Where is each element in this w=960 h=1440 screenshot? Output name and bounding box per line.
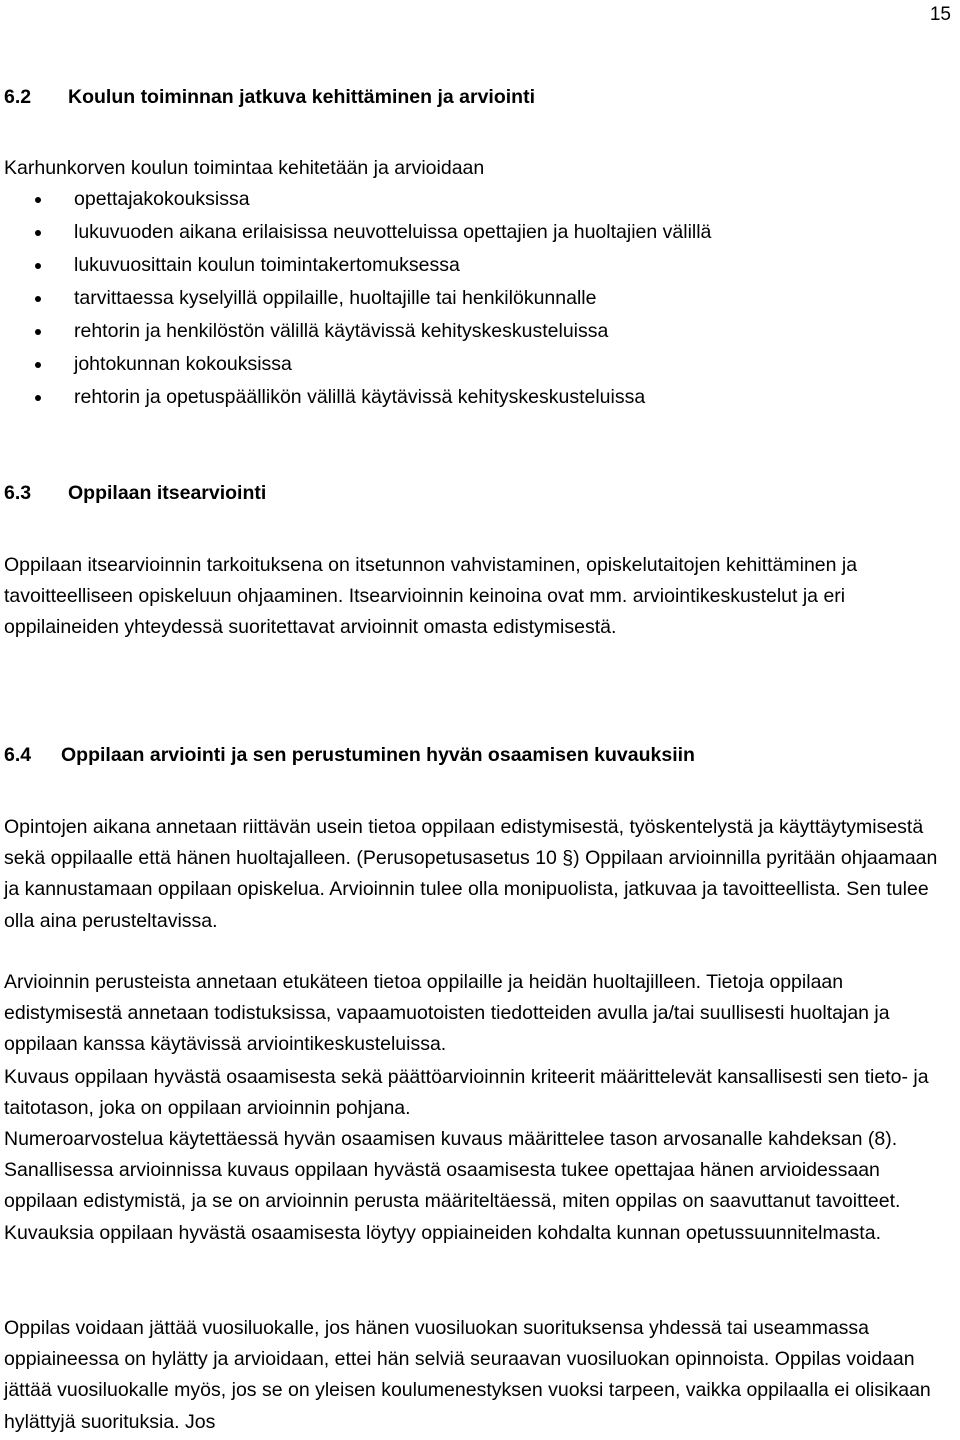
- bullet-icon: [35, 362, 41, 368]
- section-6-3-heading: [4, 481, 266, 505]
- list-item: rehtorin ja opetuspäällikön välillä käytävissä kehityskeskusteluissa: [4, 385, 711, 418]
- bullet-icon: [35, 197, 41, 203]
- section-6-4-paragraph-4: Numeroarvostelua käytettäessä hyvän osaamisen kuvaus määrittelee tason arvosanalle kahdeksan (8). Sanallisessa arvioinnissa kuvaus oppilaan hyvästä osaamisesta tukee opettajaa hänen arvioidessaan oppilaan edistymistä, ja se on arvioinnin perusta määriteltäessä, miten oppilas on saavuttanut tavoitteet. Kuvauksia oppilaan hyvästä osaamisesta löytyy oppiaineiden kohdalta kunnan opetussuunnitelmasta.: [4, 1128, 901, 1244]
- section-6-2-bullet-list: [4, 187, 711, 418]
- list-item: johtokunnan kokouksissa: [4, 352, 711, 385]
- list-item: lukuvuoden aikana erilaisissa neuvotteluissa opettajien ja huoltajien välillä: [4, 220, 711, 253]
- section-6-3-paragraph: Oppilaan itsearvioinnin tarkoituksena on itsetunnon vahvistaminen, opiskelutaitojen kehittäminen ja tavoitteelliseen opiskeluun ohjaaminen. Itsearvioinnin keinoina ovat mm. arviointikeskustelut ja eri oppilaineiden yhteydessä suoritettavat arvioinnit omasta edistymisestä.: [4, 554, 858, 639]
- section-6-4-heading: [4, 743, 695, 767]
- section-number: 6.4: [4, 744, 32, 766]
- section-6-2-intro: Karhunkorven koulun toimintaa kehitetään ja arvioidaan: [4, 157, 485, 179]
- section-6-4-paragraph-2: Arvioinnin perusteista annetaan etukäteen tietoa oppilaille ja heidän huoltajilleen. Tietoja oppilaan edistymisestä annetaan todistuksissa, vapaamuotoisten tiedotteiden avulla ja/tai suullisesti huoltajan ja oppilaan kanssa käytävissä arviointikeskusteluissa.: [4, 971, 890, 1056]
- bullet-icon: [35, 230, 41, 236]
- list-item: rehtorin ja henkilöstön välillä käytävissä kehityskeskusteluissa: [4, 319, 711, 352]
- section-title: Oppilaan itsearviointi: [68, 482, 267, 504]
- section-6-4-paragraph-1: Opintojen aikana annetaan riittävän usein tietoa oppilaan edistymisestä, työskentelystä ja käyttäytymisestä sekä oppilaalle että hänen huoltajalleen. (Perusopetusasetus 10 §) Oppilaan arvioinnilla pyritään ohjaamaan ja kannustamaan oppilaan opiskelua. Arvioinnin tulee olla monipuolista, jatkuvaa ja tavoitteellista. Sen tulee olla aina perusteltavissa.: [4, 816, 938, 932]
- list-item: opettajakokouksissa: [4, 187, 711, 220]
- list-item: tarvittaessa kyselyillä oppilaille, huoltajille tai henkilökunnalle: [4, 286, 711, 319]
- section-title: Oppilaan arviointi ja sen perustuminen hyvän osaamisen kuvauksiin: [61, 744, 695, 766]
- section-6-2-heading: [4, 85, 535, 109]
- bullet-icon: [35, 329, 41, 335]
- page-number: 15: [929, 4, 951, 25]
- bullet-icon: [35, 395, 41, 401]
- section-6-4-paragraph-5: Oppilas voidaan jättää vuosiluokalle, jos hänen vuosiluokan suorituksensa yhdessä tai useammassa oppiaineessa on hylätty ja arvioidaan, ettei hän selviä seuraavan vuosiluokan opinnoista. Oppilas voidaan jättää vuosiluokalle myös, jos se on yleisen koulumenestyksen vuoksi tarpeen, vaikka oppilaalla ei olisikaan hylättyjä suorituksia. Jos: [4, 1317, 931, 1433]
- section-6-4-paragraph-3: Kuvaus oppilaan hyvästä osaamisesta sekä päättöarvioinnin kriteerit määrittelevät kansallisesti sen tieto- ja taitotason, joka on oppilaan arvioinnin pohjana.: [4, 1066, 929, 1120]
- bullet-icon: [35, 263, 41, 269]
- list-item: lukuvuosittain koulun toimintakertomuksessa: [4, 253, 711, 286]
- section-number: 6.3: [4, 482, 32, 504]
- bullet-icon: [35, 296, 41, 302]
- section-title: Koulun toiminnan jatkuva kehittäminen ja arviointi: [68, 86, 535, 108]
- section-number: 6.2: [4, 86, 32, 108]
